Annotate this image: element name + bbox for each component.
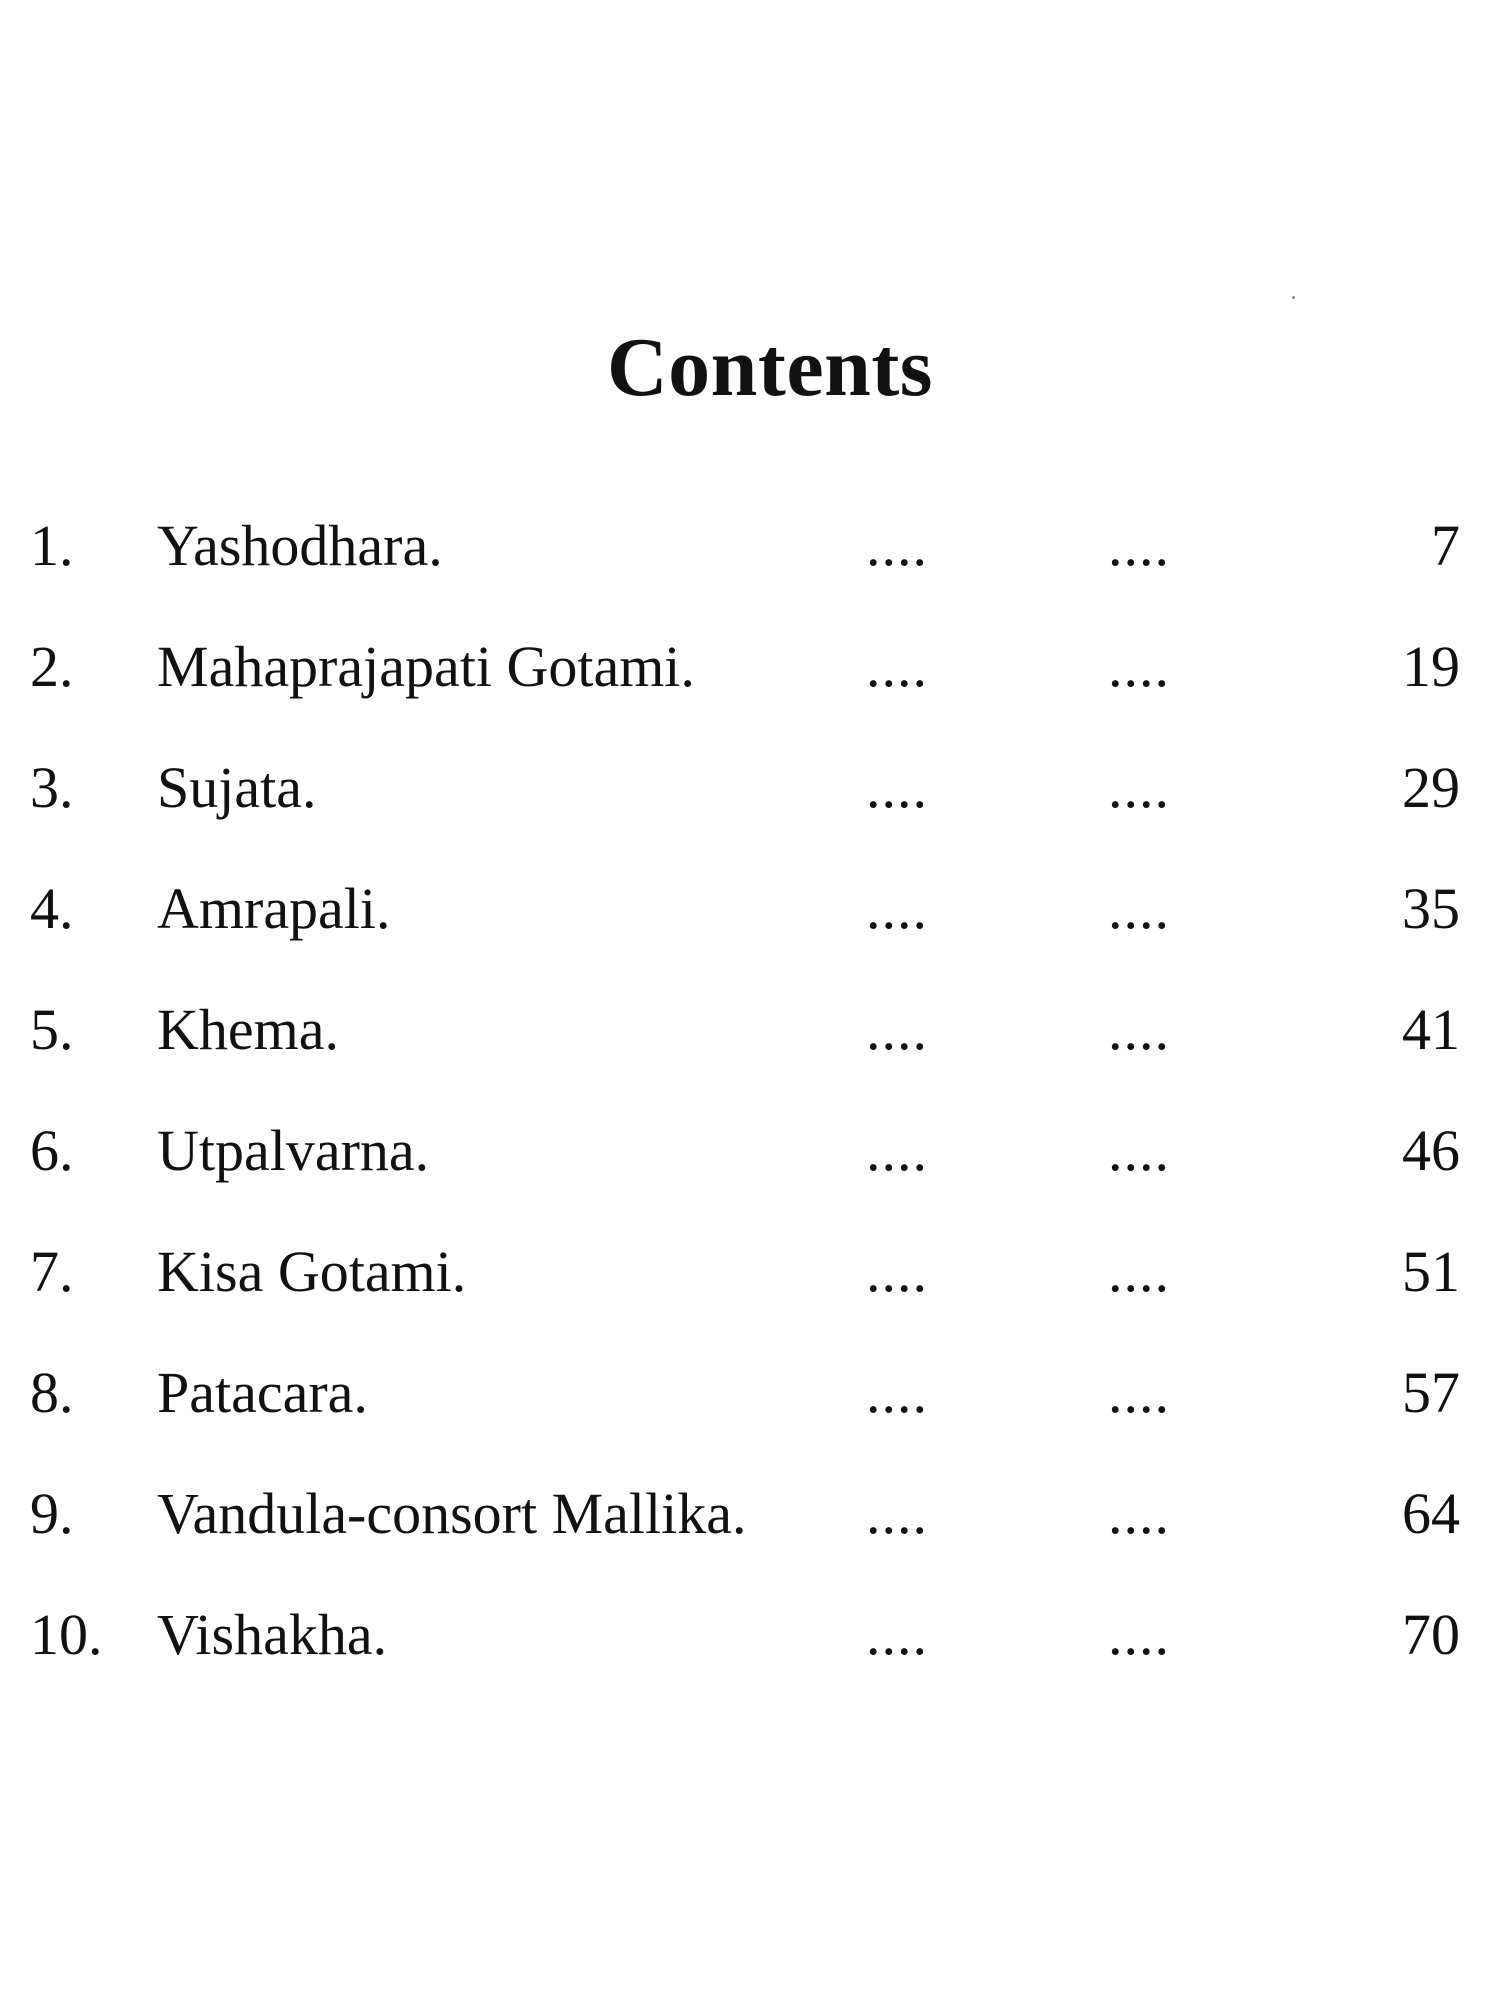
entry-title: Amrapali. bbox=[157, 876, 391, 941]
entry-page-number: 57 bbox=[1402, 1360, 1460, 1425]
entry-page-number: 19 bbox=[1402, 634, 1460, 699]
entry-number: 8. bbox=[30, 1360, 74, 1425]
entry-number: 1. bbox=[30, 513, 74, 578]
entry-title: Patacara. bbox=[157, 1360, 368, 1425]
toc-entry[interactable] bbox=[0, 1474, 1500, 1554]
dot-leader: .... bbox=[866, 1239, 928, 1304]
entry-number: 7. bbox=[30, 1239, 74, 1304]
toc-entry[interactable] bbox=[0, 506, 1500, 586]
entry-page-number: 51 bbox=[1402, 1239, 1460, 1304]
dot-leader: .... bbox=[866, 513, 928, 578]
entry-number: 5. bbox=[30, 997, 74, 1062]
dot-leader: .... bbox=[1108, 1360, 1170, 1425]
entry-page-number: 41 bbox=[1402, 997, 1460, 1062]
entry-number: 4. bbox=[30, 876, 74, 941]
entry-number: 9. bbox=[30, 1481, 74, 1546]
toc-entry[interactable] bbox=[0, 1111, 1500, 1191]
entry-page-number: 35 bbox=[1402, 876, 1460, 941]
dot-leader: .... bbox=[1108, 755, 1170, 820]
toc-entry[interactable] bbox=[0, 748, 1500, 828]
entry-number: 6. bbox=[30, 1118, 74, 1183]
entry-page-number: 29 bbox=[1402, 755, 1460, 820]
entry-page-number: 7 bbox=[1431, 513, 1460, 578]
dot-leader: .... bbox=[866, 1481, 928, 1546]
dot-leader: .... bbox=[866, 634, 928, 699]
dot-leader: .... bbox=[866, 1118, 928, 1183]
dot-leader: .... bbox=[866, 997, 928, 1062]
dot-leader: .... bbox=[1108, 513, 1170, 578]
dot-leader: .... bbox=[866, 1360, 928, 1425]
dot-leader: .... bbox=[1108, 1481, 1170, 1546]
dot-leader: .... bbox=[1108, 1118, 1170, 1183]
entry-number: 10. bbox=[30, 1602, 103, 1667]
entry-page-number: 64 bbox=[1402, 1481, 1460, 1546]
dot-leader: .... bbox=[866, 1602, 928, 1667]
entry-title: Kisa Gotami. bbox=[157, 1239, 467, 1304]
toc-entry[interactable] bbox=[0, 1595, 1500, 1675]
entry-title: Vandula-consort Mallika. bbox=[157, 1481, 747, 1546]
dot-leader: .... bbox=[1108, 1602, 1170, 1667]
entry-title: Sujata. bbox=[157, 755, 317, 820]
dot-leader: .... bbox=[1108, 997, 1170, 1062]
entry-title: Mahaprajapati Gotami. bbox=[157, 634, 695, 699]
dot-leader: .... bbox=[1108, 1239, 1170, 1304]
entry-number: 3. bbox=[30, 755, 74, 820]
page-title: Contents bbox=[606, 321, 933, 414]
entry-title: Vishakha. bbox=[157, 1602, 388, 1667]
toc-entry[interactable] bbox=[0, 627, 1500, 707]
toc-entry[interactable] bbox=[0, 1353, 1500, 1433]
dot-leader: .... bbox=[866, 755, 928, 820]
entry-page-number: 70 bbox=[1402, 1602, 1460, 1667]
entry-number: 2. bbox=[30, 634, 74, 699]
toc-entry[interactable] bbox=[0, 990, 1500, 1070]
dot-leader: .... bbox=[1108, 634, 1170, 699]
entry-page-number: 46 bbox=[1402, 1118, 1460, 1183]
entry-title: Utpalvarna. bbox=[157, 1118, 430, 1183]
dot-leader: .... bbox=[1108, 876, 1170, 941]
toc-entry[interactable] bbox=[0, 869, 1500, 949]
toc-entry[interactable] bbox=[0, 1232, 1500, 1312]
entry-title: Khema. bbox=[157, 997, 339, 1062]
dot-leader: .... bbox=[866, 876, 928, 941]
entry-title: Yashodhara. bbox=[157, 513, 443, 578]
